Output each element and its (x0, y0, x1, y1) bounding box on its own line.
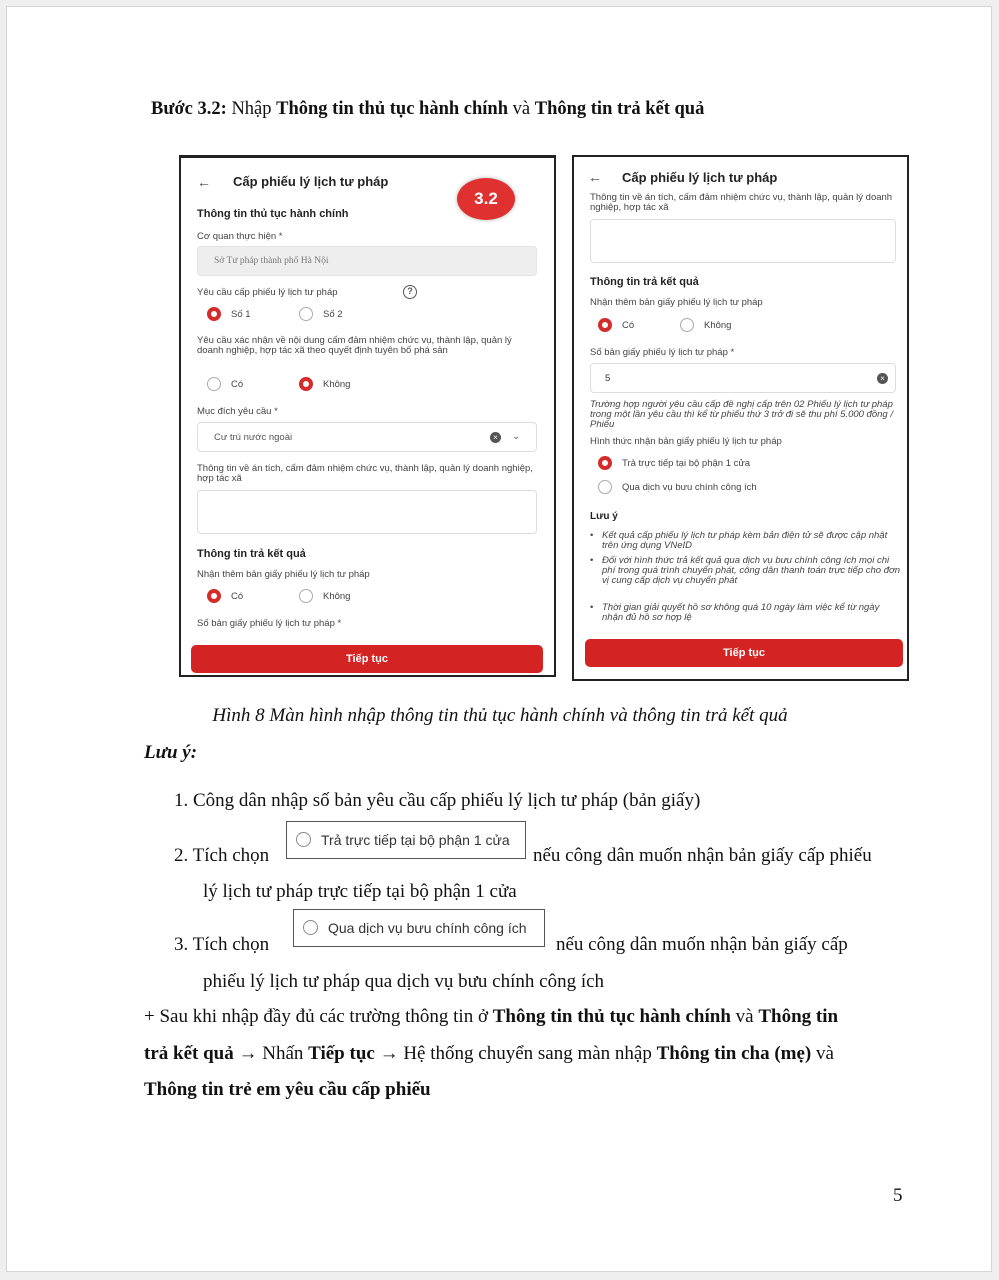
paper-label: Nhận thêm bản giấy phiếu lý lịch tư pháp (197, 569, 370, 580)
radio-paper-co-label: Có (622, 320, 635, 331)
radio-icon (296, 832, 311, 847)
list-item-3-pre: 3. Tích chọn (174, 934, 270, 955)
radio-so2[interactable] (299, 307, 313, 321)
radio-post-sample-label: Qua dịch vụ bưu chính công ích (328, 920, 527, 936)
back-arrow-icon[interactable]: ← (197, 174, 211, 190)
request-label: Yêu cầu cấp phiếu lý lịch tư pháp (197, 287, 338, 298)
final-paragraph-line1: + Sau khi nhập đầy đủ các trường thông tin ở Thông tin thủ tục hành chính và Thông tin (144, 1006, 839, 1027)
paper-label: Nhận thêm bản giấy phiếu lý lịch tư pháp (590, 297, 763, 308)
fee-note: Trường hợp người yêu cầu cấp đề nghị cấp trên 02 Phiếu lý lịch tư pháp trong một lần yêu cầu thì kể từ phiếu thứ 3 trở đi sẽ thu phí 5.000 đồng / Phiếu (590, 399, 893, 430)
radio-method-post-label: Qua dịch vụ bưu chính công ích (622, 482, 757, 493)
radio-confirm-co-label: Có (231, 379, 244, 390)
step-badge: 3.2 (457, 178, 515, 220)
purpose-label: Mục đích yêu cầu * (197, 406, 278, 417)
radio-direct-sample (286, 821, 526, 859)
radio-post-sample (293, 909, 545, 947)
section-title: Thông tin trả kết quả (590, 276, 699, 288)
note-title: Lưu ý (590, 511, 618, 522)
count-input[interactable]: 5 × (590, 363, 896, 393)
radio-paper-co-label: Có (231, 591, 244, 602)
screen-title: Cấp phiếu lý lịch tư pháp (233, 174, 389, 189)
method-label: Hình thức nhận bản giấy phiếu lý lịch tư pháp (590, 436, 782, 447)
list-item-3-post: nếu công dân muốn nhận bản giấy cấp (556, 934, 848, 955)
final-paragraph-line3: Thông tin trẻ em yêu cầu cấp phiếu (144, 1079, 431, 1100)
radio-paper-khong-label: Không (704, 320, 732, 331)
continue-button[interactable]: Tiếp tục (585, 639, 903, 667)
clear-icon[interactable]: × (877, 373, 888, 384)
section-title: Thông tin thủ tục hành chính (197, 208, 349, 220)
figure-caption: Hình 8 Màn hình nhập thông tin thủ tục hành chính và thông tin trả kết quả (212, 705, 788, 726)
radio-icon (303, 920, 318, 935)
radio-method-direct-label: Trả trực tiếp tại bộ phận 1 cửa (622, 458, 751, 469)
radio-so1-label: Số 1 (231, 309, 251, 320)
list-item-2-pre: 2. Tích chọn (174, 845, 270, 866)
list-item-2-post: nếu công dân muốn nhận bản giấy cấp phiếu (533, 845, 872, 866)
clear-icon[interactable]: × (490, 432, 501, 443)
note-item: • Thời gian giải quyết hồ sơ không quá 10 ngày làm việc kể từ ngày nhận đủ hồ sơ hợp lệ (590, 603, 902, 623)
list-item-3-cont: phiếu lý lịch tư pháp qua dịch vụ bưu chính công ích (203, 971, 605, 992)
note-item: • Đối với hình thức trả kết quả qua dịch vụ bưu chính công ích mọi chi phí trong quá trình chuyển phát, công dân thanh toán trực tiếp cho đơn vị cung cấp dịch vụ chuyển phát (590, 556, 902, 586)
screenshot-left (179, 155, 556, 677)
radio-paper-khong-label: Không (323, 591, 351, 602)
page-number: 5 (893, 1185, 903, 1206)
info-label: Thông tin về án tích, cấm đảm nhiệm chức vụ, thành lập, quản lý doanh nghiệp, hợp tác xã (590, 192, 893, 213)
info-textarea[interactable] (197, 490, 537, 534)
chevron-down-icon[interactable]: ⌄ (512, 431, 521, 442)
screen-title: Cấp phiếu lý lịch tư pháp (622, 170, 778, 185)
info-label: Thông tin về án tích, cấm đảm nhiệm chức vụ, thành lập, quản lý doanh nghiệp, hợp tác xã (197, 463, 533, 484)
count-label: Số bản giấy phiếu lý lịch tư pháp * (197, 618, 342, 629)
list-item-1: 1. Công dân nhập số bản yêu cầu cấp phiếu lý lịch tư pháp (bản giấy) (174, 790, 701, 811)
radio-paper-khong[interactable] (299, 589, 313, 603)
continue-button[interactable]: Tiếp tục (191, 645, 543, 673)
radio-so1[interactable] (207, 307, 221, 321)
radio-paper-co[interactable] (598, 318, 612, 332)
agency-label: Cơ quan thực hiện * (197, 231, 283, 242)
radio-paper-khong[interactable] (680, 318, 694, 332)
list-item-2-cont: lý lịch tư pháp trực tiếp tại bộ phận 1 cửa (203, 881, 517, 902)
radio-method-direct[interactable] (598, 456, 612, 470)
radio-so2-label: Số 2 (323, 309, 343, 320)
purpose-select[interactable]: Cư trú nước ngoài × ⌄ (197, 422, 537, 452)
confirm-label: Yêu cầu xác nhận về nội dung cấm đảm nhiệm chức vụ, thành lập, quản lý doanh nghiệp, hợp tác xã theo quyết định tuyên bố phá sản (197, 335, 512, 356)
radio-confirm-khong[interactable] (299, 377, 313, 391)
note-heading: Lưu ý: (144, 742, 198, 763)
radio-confirm-co[interactable] (207, 377, 221, 391)
info-textarea[interactable] (590, 219, 896, 263)
final-paragraph-line2: trả kết quả → Nhấn Tiếp tục → Hệ thống chuyển sang màn nhập Thông tin cha (mẹ) và (144, 1043, 834, 1064)
help-icon[interactable]: ? (403, 285, 417, 299)
count-label: Số bản giấy phiếu lý lịch tư pháp * (590, 347, 735, 358)
screenshot-right (572, 155, 909, 681)
step-heading: Bước 3.2: Nhập Thông tin thủ tục hành chính và Thông tin trả kết quả (151, 99, 705, 119)
document-page (6, 6, 992, 1272)
radio-confirm-khong-label: Không (323, 379, 351, 390)
radio-direct-sample-label: Trả trực tiếp tại bộ phận 1 cửa (321, 832, 510, 848)
radio-method-post[interactable] (598, 480, 612, 494)
radio-paper-co[interactable] (207, 589, 221, 603)
section-title-2: Thông tin trả kết quả (197, 548, 306, 560)
agency-field[interactable]: Sở Tư pháp thành phố Hà Nội (197, 246, 537, 276)
note-item: • Kết quả cấp phiếu lý lịch tư pháp kèm bản điện tử sẽ được cập nhật trên ứng dụng VNeID (590, 531, 902, 551)
back-arrow-icon[interactable]: ← (588, 169, 602, 185)
